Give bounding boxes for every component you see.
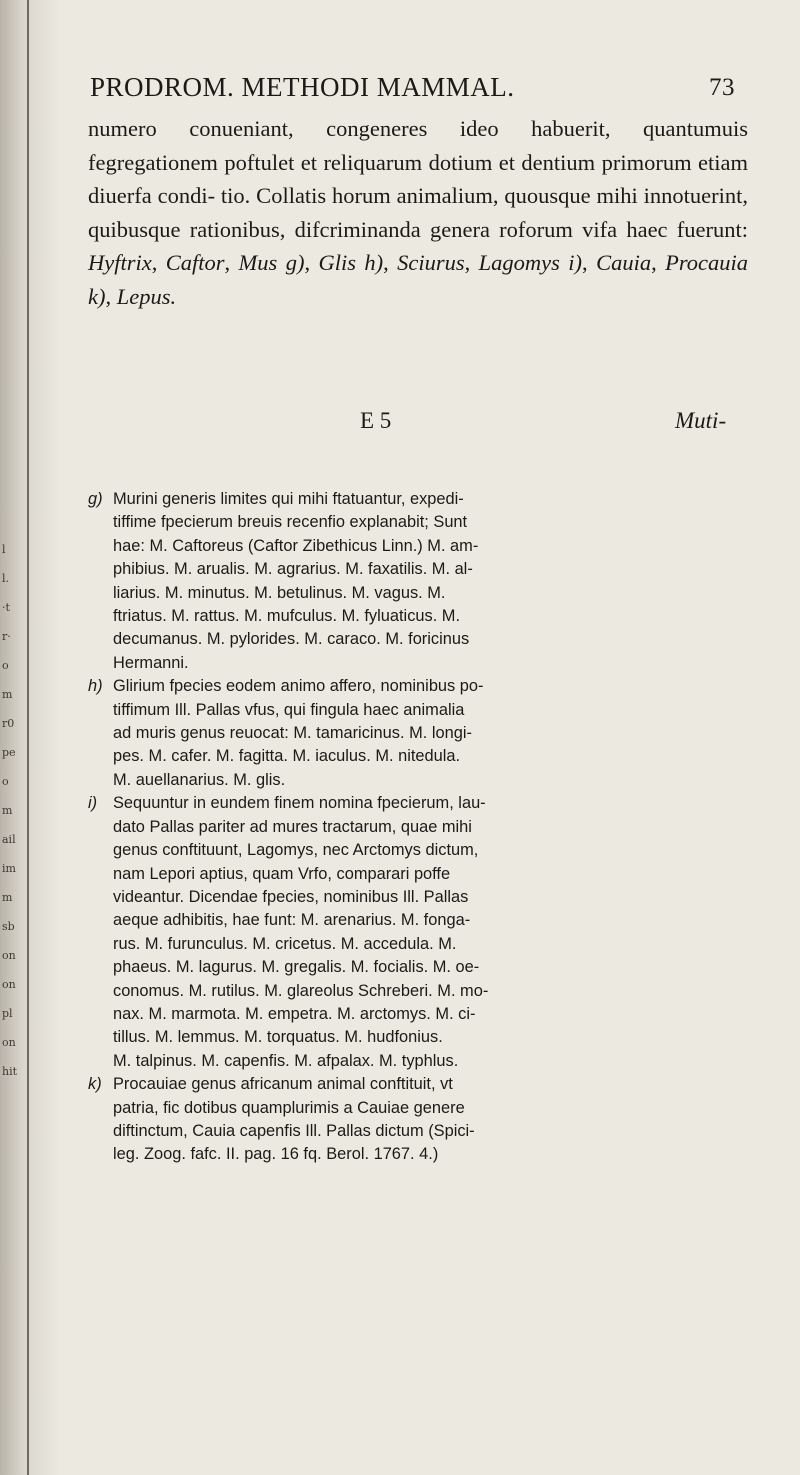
footnote-line: M. auellanarius. M. glis.	[113, 770, 286, 789]
margin-fragment: m	[2, 891, 13, 904]
footnote-line: nax. M. marmota. M. empetra. M. arctomys. M. ci-	[113, 1004, 476, 1023]
margin-fragment: o	[2, 775, 9, 788]
genus-name: Caftor	[165, 250, 225, 275]
footnote-line: leg. Zoog. fafc. II. pag. 16 fq. Berol. 1767. 4.)	[113, 1145, 439, 1164]
margin-fragment: m	[2, 804, 13, 817]
page-header	[90, 72, 765, 112]
footnote-line: hae: M. Caftoreus (Caftor Zibethicus Linn.) M. am-	[113, 536, 479, 555]
genus-name: Sciurus	[397, 250, 465, 275]
footnote-line: phaeus. M. lagurus. M. gregalis. M. focialis. M. oe-	[113, 958, 480, 977]
footnote-line: dato Pallas pariter ad mures tractarum, quae mihi	[113, 817, 472, 836]
footnote-line: M. talpinus. M. capenfis. M. afpalax. M. typhlus.	[113, 1051, 459, 1070]
margin-fragment: l	[2, 543, 6, 556]
margin-fragment: pl	[2, 1007, 13, 1020]
margin-fragment: o	[2, 659, 9, 672]
footnote-ref: g)	[285, 250, 305, 275]
margin-fragment: on	[2, 1036, 16, 1049]
margin-fragment: im	[2, 862, 16, 875]
footnote-line: ad muris genus reuocat: M. tamaricinus. M. longi-	[113, 724, 472, 743]
main-paragraph: numero conueniant, congeneres ideo habuerit, quantumuis fegregationem poftulet et reliquarum dotium et dentium primorum etiam diuerfa condi- tio. Collatis horum animalium, quousque mihi innotuerint, quibusque rationibus, difcriminanda genera roforum vifa haec fuerunt:	[88, 116, 748, 242]
margin-fragment: on	[2, 949, 16, 962]
genus-name: Glis	[318, 250, 356, 275]
footnote-line: ftriatus. M. rattus. M. mufculus. M. fyluaticus. M.	[113, 607, 461, 626]
genera-list: Hyftrix, Caftor, Mus g), Glis h), Sciurus, Lagomys i), Cauia, Procauia k), Lepus.	[88, 250, 748, 309]
footnote-line: tiffime fpecierum breuis recenfio explanabit; Sunt	[113, 513, 468, 532]
footnote-line: aeque adhibitis, hae funt: M. arenarius. M. fonga-	[113, 911, 471, 930]
footnote-line: Hermanni.	[113, 653, 189, 672]
footnote-mark: k)	[88, 1075, 102, 1094]
footnote-line: conomus. M. rutilus. M. glareolus Schreberi. M. mo-	[113, 981, 489, 1000]
footnote-line: videantur. Dicendae fpecies, nominibus Ill. Pallas	[113, 887, 469, 906]
genus-name: Mus	[238, 250, 278, 275]
genus-name: Lagomys	[478, 250, 560, 275]
footnote	[88, 675, 730, 792]
margin-fragments	[2, 535, 26, 1086]
footnote-line: Murini generis limites qui mihi ftatuantur, expedi-	[113, 490, 464, 508]
catchline	[0, 408, 800, 444]
footnote-line: nam Lepori aptius, quam Vrfo, comparari poffe	[113, 864, 451, 883]
footnote	[88, 1073, 730, 1167]
footnote-line: tiffimum Ill. Pallas vfus, qui fingula haec animalia	[113, 700, 465, 719]
catchword: Muti-	[675, 408, 727, 433]
footnote-line: Procauiae genus africanum animal conftituit, vt	[113, 1075, 453, 1094]
genus-name: Lepus.	[116, 283, 177, 309]
footnote-ref: i)	[568, 250, 583, 275]
footnote-line: rus. M. furunculus. M. cricetus. M. accedula. M.	[113, 934, 457, 953]
margin-fragment: l.	[2, 572, 10, 585]
footnote-line: liarius. M. minutus. M. betulinus. M. vagus. M.	[113, 583, 446, 602]
margin-fragment: on	[2, 978, 16, 991]
footnote-ref: k)	[88, 283, 106, 309]
footnote	[88, 792, 730, 1073]
footnote-line: decumanus. M. pylorides. M. caraco. M. foricinus	[113, 630, 470, 649]
margin-fragment: pe	[2, 746, 16, 759]
footnote-mark: h)	[88, 677, 103, 696]
footnote-line: tillus. M. lemmus. M. torquatus. M. hudfonius.	[113, 1028, 443, 1047]
margin-fragment: ·t	[2, 601, 10, 614]
footnote-ref: h)	[364, 250, 384, 275]
running-title: PRODROM. METHODI MAMMAL.	[90, 72, 515, 102]
footnote	[88, 488, 730, 675]
footnote-line: Glirium fpecies eodem animo affero, nominibus po-	[113, 677, 484, 696]
footnote-line: genus conftituunt, Lagomys, nec Arctomys dictum,	[113, 841, 479, 860]
footnote-line: Sequuntur in eundem finem nomina fpecierum, lau-	[113, 794, 486, 813]
genus-name: Procauia	[665, 250, 748, 275]
footnote-line: diftinctum, Cauia capenfis Ill. Pallas dictum (Spici-	[113, 1121, 475, 1140]
footnote-line: phibius. M. arualis. M. agrarius. M. faxatilis. M. al-	[113, 560, 473, 579]
margin-fragment: m	[2, 688, 13, 701]
margin-fragment: r·	[2, 630, 11, 643]
margin-fragment: hit	[2, 1065, 18, 1078]
margin-fragment: sb	[2, 920, 15, 933]
genus-name: Cauia	[596, 250, 652, 275]
signature-mark: E 5	[360, 408, 392, 433]
footnote-line: pes. M. cafer. M. fagitta. M. iaculus. M. nitedula.	[113, 747, 461, 766]
margin-fragment: ail	[2, 833, 16, 846]
footnote-mark: g)	[88, 490, 103, 508]
footnotes	[88, 488, 730, 1167]
footnote-line: patria, fic dotibus quamplurimis a Cauiae genere	[113, 1098, 465, 1117]
genus-name: Hyftrix	[88, 250, 152, 275]
margin-fragment: r0	[2, 717, 15, 730]
main-text	[88, 112, 748, 313]
footnote-mark: i)	[88, 794, 98, 813]
binding-edge	[27, 0, 29, 1475]
page-number: 73	[709, 74, 735, 101]
